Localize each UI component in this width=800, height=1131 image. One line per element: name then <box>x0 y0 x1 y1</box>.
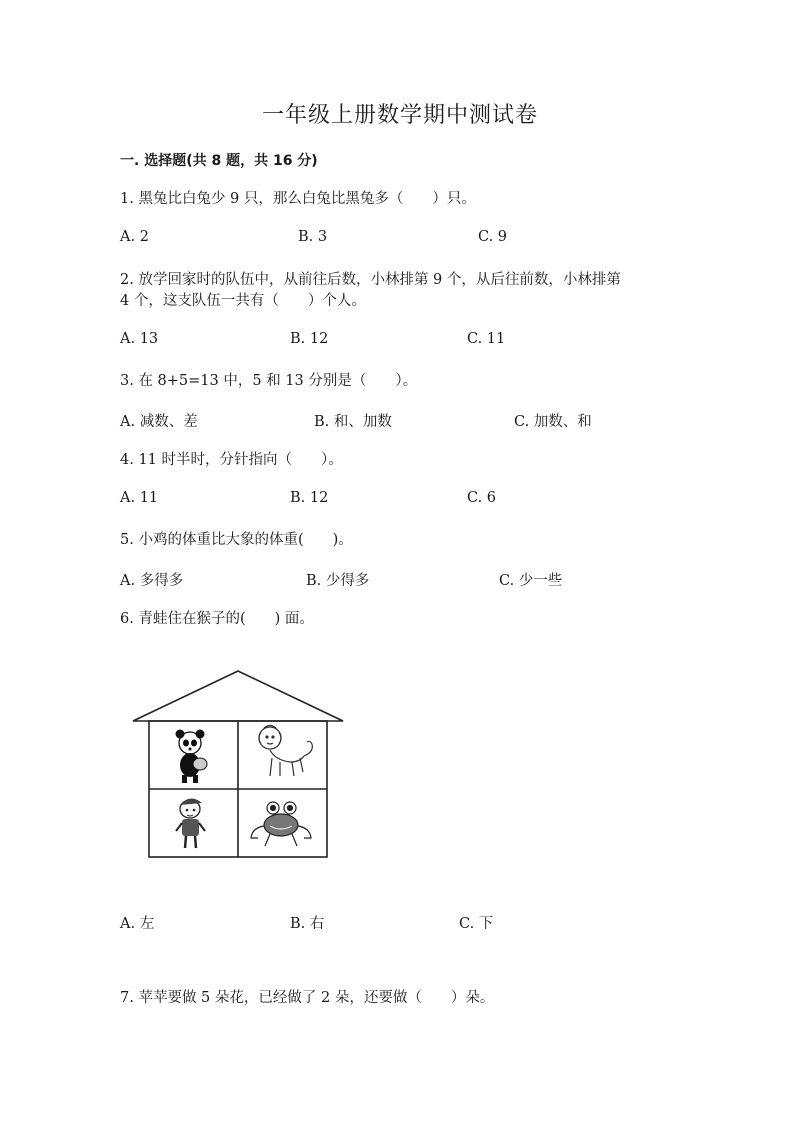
section-heading: 一. 选择题(共 8 题，共 16 分) <box>120 153 318 169</box>
q2-option-a: A. 13 <box>120 331 159 347</box>
q5-option-b: B. 少得多 <box>306 573 370 589</box>
q2-option-b: B. 12 <box>290 331 329 347</box>
q5-option-c: C. 少一些 <box>499 573 563 589</box>
q3-option-b: B. 和、加数 <box>314 414 392 430</box>
q6-option-a: A. 左 <box>120 916 155 932</box>
monkey-icon <box>176 798 205 848</box>
q1-option-c: C. 9 <box>478 229 508 245</box>
q3-option-c: C. 加数、和 <box>514 414 592 430</box>
q4-option-b: B. 12 <box>290 490 329 506</box>
page-title: 一年级上册数学期中测试卷 <box>261 103 538 128</box>
question-2-line-2: 4 个，这支队伍一共有（ ）个人。 <box>120 293 366 309</box>
house-roof <box>133 671 343 721</box>
q5-option-a: A. 多得多 <box>120 573 184 589</box>
question-2-line-1: 2. 放学回家时的队伍中，从前往后数，小林排第 9 个，从后往前数，小林排第 <box>120 272 621 288</box>
lion-icon <box>259 726 312 777</box>
q2-option-c: C. 11 <box>467 331 506 347</box>
q6-option-c: C. 下 <box>459 916 494 932</box>
question-5: 5. 小鸡的体重比大象的体重( )。 <box>120 532 353 548</box>
question-7: 7. 苹苹要做 5 朵花，已经做了 2 朵，还要做（ ）朵。 <box>120 990 495 1006</box>
question-4: 4. 11 时半时，分针指向（ ）。 <box>120 452 343 468</box>
panda-icon <box>176 730 208 784</box>
q1-option-b: B. 3 <box>298 229 328 245</box>
q4-option-c: C. 6 <box>467 490 497 506</box>
question-1: 1. 黑兔比白兔少 9 只，那么白兔比黑兔多（ ）只。 <box>120 191 476 207</box>
question-3: 3. 在 8+5=13 中，5 和 13 分别是（ ）。 <box>120 373 418 389</box>
q6-option-b: B. 右 <box>290 916 325 932</box>
question-6: 6. 青蛙住在猴子的( ) 面。 <box>120 611 314 627</box>
q3-option-a: A. 减数、差 <box>120 414 198 430</box>
q1-option-a: A. 2 <box>120 229 149 245</box>
q4-option-a: A. 11 <box>120 490 159 506</box>
animal-house-figure <box>130 668 346 873</box>
frog-icon <box>251 802 311 846</box>
